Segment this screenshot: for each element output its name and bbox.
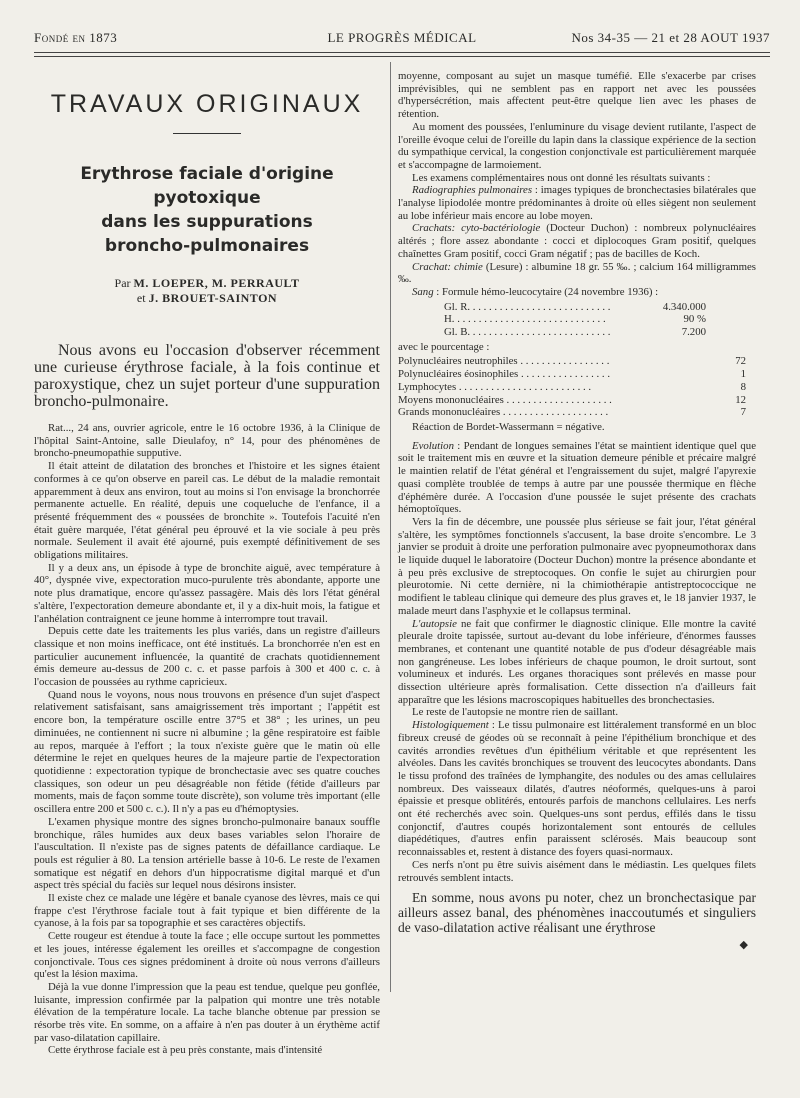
sputum-cyto-label: Crachats: cyto-bactériologie (412, 222, 541, 235)
running-header (34, 30, 770, 50)
histology-text: : Le tissu pulmonaire est littéralement transformé en un bloc fibreux creusé de géodes où se reconnaît à peine l'épithélium bronchique et des cavités arrondies revêtues d'un épithélium véritable et que représentent les alvéoles. Dans les cavités bronchiques se trouvent des leucocytes abondants. Dans le tissu profond des traînées de lymphangite, des nodules ou des amas cellulaires nombreux. Des vaisseaux dilatés, d'autres néoformés, quelques-uns à paroi épaissie et presque oblitérés, entourés parfois de manchons cellulaires. Les nerfs ont été recherchés avec soin. Quelques-uns sont perdus, effilés dans le tissu conjonctif, d'autres coupés horizontalement sont entourés de cellules diapédétiques, d'autres enfin paraissent sclérosés. Mais beaucoup sont reconnaissables et, restent à distance des foyers quasi-normaux. (398, 719, 756, 859)
row-label: H. . . . . . . . . . . . . . . . . . . . . . . . . . . . . (444, 313, 606, 326)
authors (34, 276, 380, 306)
blood-paragraph (398, 286, 756, 299)
row-value: 4.340.000 (662, 300, 706, 313)
header-founded: Fondé en 1873 (34, 30, 118, 45)
title-rule (173, 133, 241, 134)
body-paragraph: Au moment des poussées, l'enluminure du visage devient rutilante, l'aspect de l'oreille évoque celui de l'oreille du lapin dans la classique expérience de la section du sympathique cervical, la congestion conjonctivale est particulièrement marquée et s'accompagne de larmoiement. (398, 120, 756, 171)
article-title-line: broncho-pulmonaires (104, 236, 310, 256)
header-issue-date: Nos 34-35 — 21 et 28 AOUT 1937 (571, 30, 770, 45)
histology-paragraph (398, 719, 756, 859)
sputum-cyto-text: (Docteur Duchon) : nombreux polynucléaires altérés ; flore assez abondante : cocci et diplocoques Gram positif, quelques chaînettes Gram positif, cocci Gram négatif ; pas de bacilles de Koch. (398, 222, 756, 260)
autopsy-paragraph (398, 618, 756, 707)
row-label: Lymphocytes . . . . . . . . . . . . . . . . . . . . . . . . . (398, 380, 592, 393)
table-row (444, 326, 706, 339)
leucocyte-formula-table (398, 355, 756, 419)
authors-prefix: Par (114, 276, 131, 290)
row-value: 12 (735, 393, 746, 406)
row-value: 8 (740, 380, 746, 393)
row-label: Gl. R. . . . . . . . . . . . . . . . . . . . . . . . . . . (444, 300, 611, 313)
table-row (398, 394, 746, 407)
article-title-line: Erythrose faciale d'origine pyotoxique (80, 164, 334, 208)
body-paragraph: Il existe chez ce malade une légère et banale cyanose des lèvres, mais ce qui frappe c'est l'érythrose faciale tout à fait typique et bien différente de la cyanose, à la fois par sa topographie et ses caractères objectifs. (34, 892, 380, 930)
lead-paragraph: Nous avons eu l'occasion d'observer récemment une curieuse érythrose faciale, à la fois continue et paroxystique, chez un sujet porteur d'une suppuration broncho-pulmonaire. (34, 342, 380, 410)
body-paragraph: Cette érythrose faciale est à peu près constante, mais d'intensité (48, 1044, 323, 1057)
row-label: Moyens mononucléaires . . . . . . . . . . . . . . . . . . . . (398, 393, 612, 406)
article-title-line: dans les suppurations (101, 212, 313, 232)
column-divider (390, 62, 391, 992)
table-row (398, 355, 746, 368)
author-names: M. LOEPER, M. PERRAULT (133, 276, 300, 290)
radiography-label: Radiographies pulmonaires (412, 184, 533, 197)
section-title: TRAVAUX ORIGINAUX (50, 90, 364, 118)
body-paragraph: Déjà la vue donne l'impression que la peau est tendue, quelque peu gonflée, luisante, impression confirmée par la palpation qui montre une très notable élévation de la température locale. La tache blanche obtenue par pression se résorbe très vite. En somme, on a affaire à n'en pas douter à un érythème actif par vaso-dilatation capillaire. (34, 980, 380, 1044)
row-value: 72 (735, 355, 746, 368)
body-paragraph: Depuis cette date les traitements les plus variés, dans un registre d'ailleurs classique et non moins inefficace, ont été institués. La bronchorrée n'en est en particulier aucunement influencée, la quantité de crachats quotidiennement émis demeure au-dessus de 200 c. c. et passe parfois à 300 et 400 c. c. à l'occasion de poussées au rythme capricieux. (34, 625, 380, 689)
row-value: 90 % (683, 313, 706, 326)
body-paragraph: Il y a deux ans, un épisode à type de bronchite aiguë, avec température à 40°, dyspnée vive, expectoration muco-purulente très abondante, apporte une note plus dramatique, encore qu'assez passagère. Mais dès lors l'état général s'altère, l'expectoration demeure abondante et, il y a dix-huit mois, la fatigue et l'anhélation contraignent ce jeune homme à interrompre tout travail. (34, 561, 380, 625)
body-paragraph: L'examen physique montre des signes broncho-pulmonaire banaux souffle bronchique, râles humides aux deux bases variables selon l'horaire de l'auscultation. Il n'existe pas de signes patents de défaillance cardiaque. Le pouls est régulier à 80. La tension artérielle basse à 10-6. Le reste de l'examen somatique est négatif en dehors d'un hippocratisme digital marqué et d'un aspect très spécial du faciès sur lequel nous désirons insister. (34, 815, 380, 892)
row-label: Polynucléaires neutrophiles . . . . . . . . . . . . . . . . . (398, 355, 610, 368)
body-paragraph: Cette rougeur est étendue à toute la face ; elle occupe surtout les pommettes et les joues, intéresse également les oreilles et s'accompagne de congestion conjonctivale. Tous ces signes prédominent à droite où nous verrons d'ailleurs qu'est la lésion maxima. (34, 930, 380, 981)
body-paragraph: Les examens complémentaires nous ont donné les résultats suivants : (412, 171, 711, 184)
header-rule (34, 56, 770, 57)
table-row (398, 381, 746, 394)
autopsy-label: L'autopsie (412, 617, 457, 630)
sputum-chem-paragraph (398, 261, 756, 286)
left-column (34, 62, 380, 1057)
sputum-chem-label: Crachat: chimie (412, 260, 483, 273)
evolution-paragraph (398, 440, 756, 516)
histology-label: Histologiquement (412, 719, 489, 732)
right-column (398, 70, 756, 1010)
bordet-wassermann-result: Réaction de Bordet-Wassermann = négative. (412, 420, 605, 433)
blood-text: : Formule hémo-leucocytaire (24 novembre 1936) : (433, 285, 659, 298)
body-paragraph: Rat..., 24 ans, ouvrier agricole, entre le 16 octobre 1936, à la Clinique de l'hôpital Saint-Antoine, salle Dieulafoy, n° 14, pour des phénomènes de broncho-pneumopathie supputive. (34, 422, 380, 460)
header-rule (34, 52, 770, 53)
percentage-intro: avec le pourcentage : (398, 340, 490, 353)
row-label: Polynucléaires éosinophiles . . . . . . . . . . . . . . . . . (398, 368, 611, 381)
authors-line (34, 276, 380, 291)
blood-count-table (398, 301, 756, 339)
authors-line (34, 291, 380, 306)
row-label: Gl. B. . . . . . . . . . . . . . . . . . . . . . . . . . . (444, 326, 611, 339)
end-diamond-icon: ◆ (739, 939, 748, 952)
evolution-text: : Pendant de longues semaines l'état se maintient identique quel que soit le traitement mis en œuvre et la situation demeure pénible et précaire malgré le maintien relatif de l'état général et l'engraissement du sujet, malgré l'apyrexie quasi complète troublée de temps à autre par une poussée thermique en flèche d'éphémère durée. A l'occasion d'une poussée le sujet présente des crachats hémoptoïques. (398, 439, 756, 516)
authors-prefix: et (136, 291, 146, 305)
header-journal-name: LE PROGRÈS MÉDICAL (327, 30, 477, 45)
table-row (398, 406, 746, 419)
author-names: J. BROUET-SAINTON (148, 291, 278, 305)
body-paragraph: Le reste de l'autopsie ne montre rien de saillant. (412, 706, 619, 719)
body-paragraph: Quand nous le voyons, nous nous trouvons en présence d'un sujet d'aspect relativement satisfaisant, sans amaigrissement très important ; l'appétit est encore bon, la température oscille entre 37°5 et 38° ; les urines, un peu diminuées, ne contiennent ni sucre ni albumine ; la gêne respiratoire est faible au repos, marquée à l'effort ; la toux n'existe guère que le matin où elle détermine le rejet en quelques heures de la majeure partie de l'expectoration quotidienne : expectoration typique de bronchectasie avec ses quatre couches classiques, son odeur un peu désagréable non fétide (fétide d'ailleurs par moments, mais de façon somme toute discrète), son volume très important (elle oscillera entre 200 et 500 c. c.). Il n'y a pas eu d'hémoptysies. (34, 688, 380, 816)
sputum-chem-text: (Lesure) : albumine 18 gr. 55 ‰. ; calcium 164 milligrammes ‰. (398, 260, 757, 286)
radiography-paragraph (398, 184, 756, 222)
body-paragraph: Il était atteint de dilatation des bronches et l'histoire et les signes étaient conformes à ce qu'on observe en pareil cas. Le début de la maladie remontait apparemment à deux ans environ, tout au moins si l'on envisage la bronchorrée permanente actuelle. En réalité, depuis une coqueluche de l'enfance, il a présenté fréquemment des « poussées de bronchite ». Toutefois l'acuité n'en était guère marquée, l'état général peu éprouvé et la vie sociale à peu près normale. Seulement il avait été ajourné, puis exempté définitivement de ses obligations militaires. (34, 460, 380, 562)
row-value: 7.200 (681, 326, 706, 339)
row-label: Grands mononucléaires . . . . . . . . . . . . . . . . . . . . (398, 406, 609, 419)
table-row (444, 313, 706, 326)
evolution-label: Evolution (412, 439, 454, 452)
closing-paragraph: En somme, nous avons pu noter, chez un bronchectasique par ailleurs assez banal, des phénomènes inaccoutumés et singuliers de vaso-dilatation active réalisant une érythrose (398, 890, 756, 936)
body-paragraph: Ces nerfs n'ont pu être suivis aisément dans le médiastin. Les quelques filets retrouvés semblent intacts. (398, 858, 756, 884)
body-paragraph: Vers la fin de décembre, une poussée plus sérieuse se fait jour, l'état général s'altère, les symptômes fonctionnels s'accusent, la base droite s'encombre. Le 3 janvier se produit à droite une perforation pulmonaire avec pyopneumothorax dans le liquide duquel le laboratoire (Docteur Duchon) montre la présence abondante et à peu près exclusive de streptocoques. On confie le sujet au chirurgien pour pleurotomie. Ni cette dernière, ni la chimiothérapie antistreptococcique ne modifient le tableau clinique qui demeure des plus graves et, le 18 janvier 1937, le malade meurt dans l'asphyxie et le collapsus terminal. (398, 515, 756, 617)
radiography-text: : images typiques de bronchectasies bilatérales que l'analyse lipiodolée montre prédominantes à droite où elles siègent non seulement au lobe inférieur mais encore au lobe moyen. (398, 184, 756, 222)
table-row (398, 368, 746, 381)
blood-label: Sang (412, 285, 434, 298)
row-value: 1 (740, 368, 746, 381)
autopsy-text: ne fait que confirmer le diagnostic clinique. Elle montre la cavité pleurale droite tapissée, surtout au-devant du lobe inférieure, d'énormes fausses membranes, et contenant une quantité notable de pus d'odeur désagréable mais non gangréneuse. Les lobes inférieurs de chaque poumon, le droit surtout, sont volumineux et indurés. Les organes thoraciques sont prélevés en masse pour dissection ultérieure après formalisation. Cette dissection n'a d'ailleurs fait apparaître que les lésions macroscopiques habituelles des bronchectasies. (398, 617, 756, 706)
table-row (444, 301, 706, 314)
row-value: 7 (740, 406, 746, 419)
sputum-cyto-paragraph (398, 222, 756, 260)
article-title (34, 162, 380, 258)
body-paragraph: moyenne, composant au sujet un masque tuméfié. Elle s'exacerbe par crises imprévisibles, qui ne semblent pas en rapport net avec les poussées d'hypersécrétion, mais affectent peut-être quelque lien avec les phases de rétention. (398, 70, 756, 121)
